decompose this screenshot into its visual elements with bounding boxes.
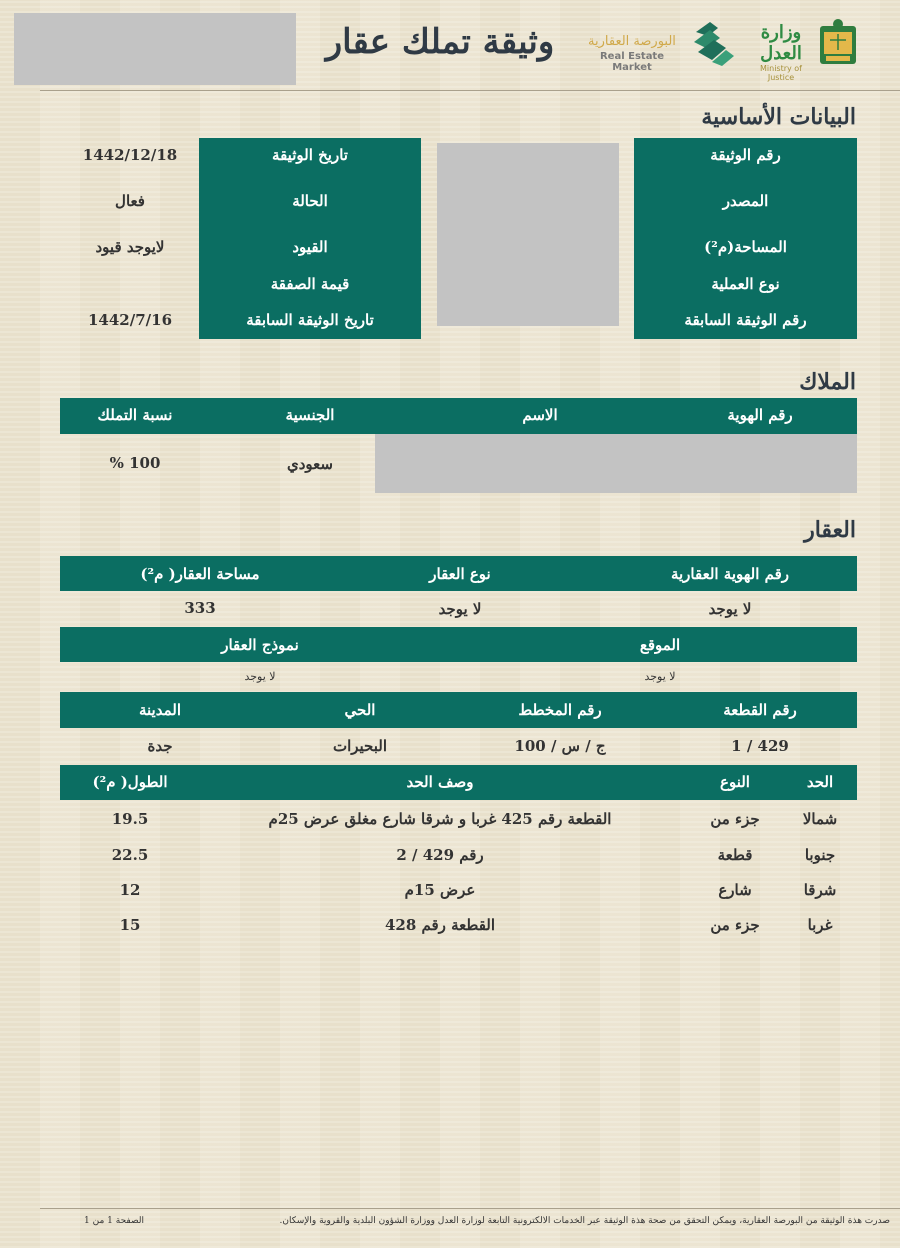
value-property-area: 333 (184, 599, 216, 617)
boundary-west-side: غربا (807, 916, 833, 934)
real-estate-market-logo (582, 34, 682, 73)
header-property-type: نوع العقار (429, 565, 491, 583)
value-restrictions: لايوجد قيود (95, 238, 165, 256)
header-plan-number: رقم المخطط (518, 701, 602, 719)
label-document-number: رقم الوثيقة (710, 146, 781, 164)
boundary-west-desc: القطعة رقم 428 (384, 916, 496, 934)
header-boundary-length: الطول( م²) (92, 773, 168, 791)
rem-logo-arabic: البورصة العقارية (588, 34, 676, 49)
header-property-area: مساحة العقار( م²) (140, 565, 260, 583)
value-property-model: لا يوجد (244, 670, 276, 683)
footer-notice: صدرت هذة الوثيقة من البورصة العقارية، ويمكن التحقق من صحة هذة الوثيقة عبر الخدمات الالكترونية التابعة لوزارة العدل ووزارة الشؤون البلدية والقروية والإسكان. (279, 1216, 890, 1226)
boundary-south-length: 22.5 (111, 846, 149, 864)
header-divider (40, 90, 900, 91)
value-city: جدة (147, 737, 173, 755)
owners-header-nationality: الجنسية (285, 406, 335, 424)
boundary-south-desc: رقم 429 / 2 (396, 846, 484, 864)
value-document-date: 1442/12/18 (82, 146, 178, 164)
boundary-east-desc: عرض 15م (404, 881, 476, 899)
section-title-owners: الملاك (799, 369, 856, 395)
boundary-east-type: شارع (718, 881, 752, 899)
ministry-of-justice-logo (746, 22, 816, 82)
boundary-west-length: 15 (119, 916, 141, 934)
boundary-north-side: شمالا (802, 810, 838, 828)
value-previous-document-date: 1442/7/16 (87, 311, 173, 329)
header-location: الموقع (639, 636, 681, 654)
value-district: البحيرات (332, 737, 388, 755)
value-property-id: لا يوجد (708, 600, 752, 618)
footer-page-number: الصفحة 1 من 1 (84, 1216, 144, 1226)
owners-header-share: نسبة التملك (97, 406, 173, 424)
label-previous-document-date: تاريخ الوثيقة السابقة (246, 311, 374, 329)
boundary-south-type: قطعة (717, 846, 753, 864)
boundary-north-length: 19.5 (111, 810, 149, 828)
owners-header-name: الاسم (522, 406, 558, 424)
value-property-type: لا يوجد (438, 600, 482, 618)
boundary-west-type: جزء من (710, 916, 760, 934)
saudi-map-logo-icon (690, 18, 738, 68)
owner-nationality: سعودي (287, 455, 333, 473)
value-plan-number: ج / س / 100 (514, 737, 606, 755)
label-area: المساحة(م²) (704, 238, 787, 256)
owners-header-id: رقم الهوية (727, 406, 793, 424)
page-title: وثيقة تملك عقار (325, 22, 555, 62)
ministry-emblem-icon (818, 18, 858, 66)
header-boundary-type: النوع (720, 773, 750, 791)
label-document-date: تاريخ الوثيقة (272, 146, 348, 164)
header-boundary-desc: وصف الحد (406, 773, 474, 791)
label-restrictions: القيود (292, 238, 328, 256)
owner-share: 100 % (109, 454, 161, 472)
value-plot-number: 1 / 429 (731, 737, 789, 755)
header-plot-number: رقم القطعة (723, 701, 797, 719)
redacted-header-box (14, 13, 296, 85)
boundary-north-type: جزء من (710, 810, 760, 828)
label-source: المصدر (722, 192, 769, 210)
redacted-owner-id-name (375, 434, 857, 493)
value-status: فعال (115, 192, 145, 210)
boundary-north-desc: القطعة رقم 425 غربا و شرقا شارع مغلق عرض 25م (268, 810, 612, 828)
section-title-basic-info: البيانات الأساسية (701, 104, 856, 130)
boundary-south-side: جنوبا (804, 846, 836, 864)
header-city: المدينة (138, 701, 182, 719)
label-operation-type: نوع العملية (711, 275, 780, 293)
footer-divider (40, 1208, 900, 1209)
value-location: لا يوجد (644, 670, 676, 683)
header-boundary-side: الحد (806, 773, 834, 791)
moj-logo-english: Ministry of Justice (760, 64, 802, 82)
boundary-east-length: 12 (119, 881, 141, 899)
header-property-id: رقم الهوية العقارية (670, 565, 790, 583)
redacted-basic-values (437, 143, 619, 326)
boundary-east-side: شرقا (803, 881, 837, 899)
label-previous-document-number: رقم الوثيقة السابقة (684, 311, 807, 329)
label-deal-value: قيمة الصفقة (270, 275, 350, 293)
rem-logo-english: Real Estate Market (599, 51, 664, 73)
header-district: الحي (344, 701, 376, 719)
header-property-model: نموذج العقار (221, 636, 299, 654)
moj-logo-arabic: وزارة العدل (760, 22, 802, 64)
section-title-property: العقار (804, 517, 856, 543)
label-status: الحالة (292, 192, 328, 210)
